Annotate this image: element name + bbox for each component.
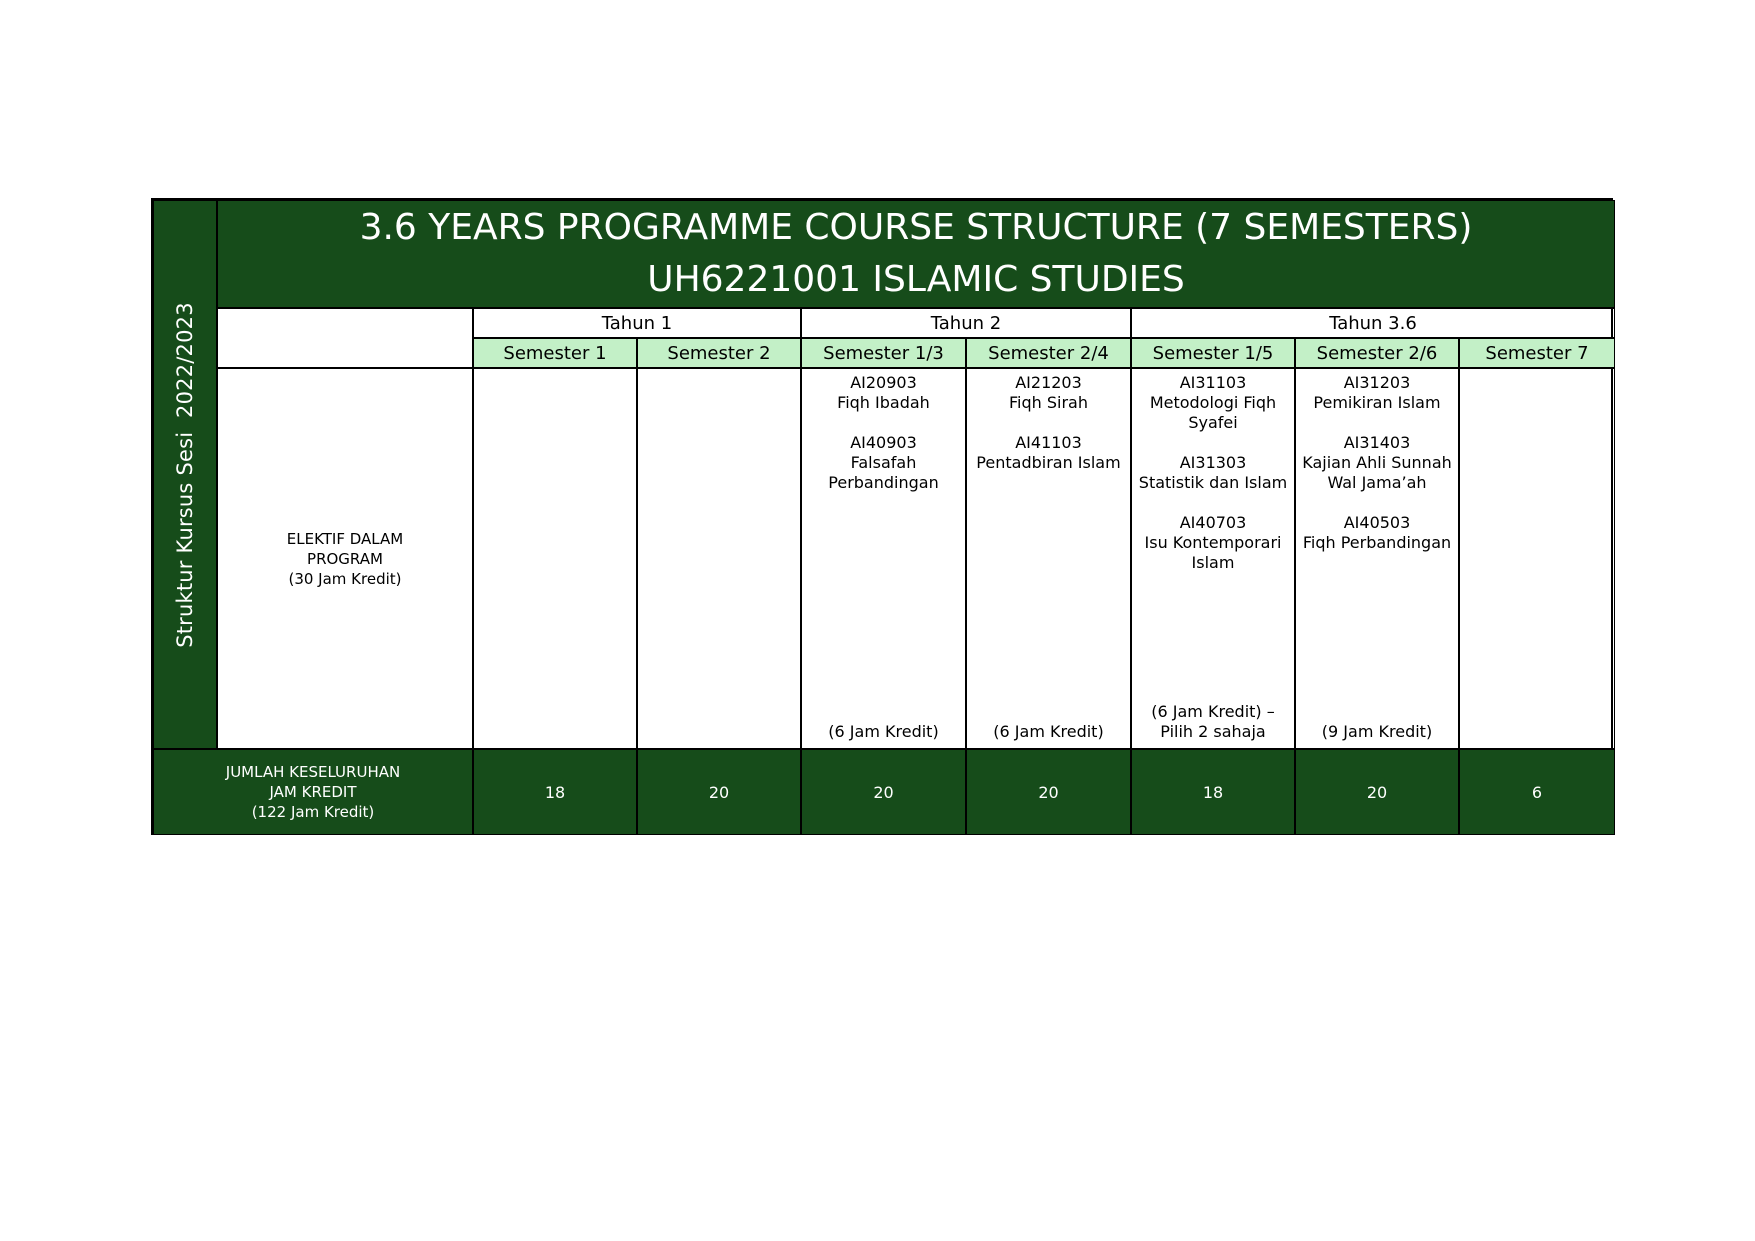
- course-code: AI40903: [850, 433, 917, 452]
- credit-note: (6 Jam Kredit) – Pilih 2 sahaja: [1151, 702, 1275, 741]
- course-list: [976, 373, 1120, 493]
- title-block: [217, 200, 1615, 308]
- course-item: [1150, 373, 1276, 433]
- course-name: Kajian Ahli Sunnah Wal Jama’ah: [1302, 453, 1452, 492]
- credit-note: (6 Jam Kredit): [828, 722, 939, 741]
- semester-header: Semester 7: [1459, 338, 1615, 368]
- elective-column: [966, 368, 1131, 749]
- course-name: Metodologi Fiqh Syafei: [1149, 393, 1277, 432]
- course-code: AI20903: [850, 373, 917, 392]
- course-list: [1139, 373, 1287, 593]
- elective-column: [473, 368, 637, 749]
- course-code: AI41103: [1015, 433, 1082, 452]
- credit-note: (6 Jam Kredit): [993, 722, 1104, 741]
- course-name: Pemikiran Islam: [1313, 393, 1441, 412]
- course-item: [1303, 513, 1451, 553]
- total-label-cell: [153, 749, 473, 835]
- course-item: [1139, 453, 1287, 493]
- side-title-cell: [153, 200, 217, 749]
- elective-column: [637, 368, 801, 749]
- course-name: Fiqh Sirah: [1009, 393, 1088, 412]
- course-structure-table: [151, 198, 1613, 835]
- semester-header: Semester 1/3: [801, 338, 966, 368]
- course-item: [1302, 433, 1452, 493]
- semester-header: Semester 2: [637, 338, 801, 368]
- semester-header: Semester 2/4: [966, 338, 1131, 368]
- year-header-2: Tahun 2: [801, 308, 1131, 338]
- semester-header: Semester 1: [473, 338, 637, 368]
- course-code: AI40703: [1179, 513, 1247, 532]
- total-value: 20: [637, 749, 801, 835]
- course-name: Isu Kontemporari Islam: [1144, 533, 1282, 572]
- year-header-3: Tahun 3.6: [1131, 308, 1615, 338]
- course-list: [828, 373, 938, 513]
- course-name: Pentadbiran Islam: [976, 453, 1121, 472]
- course-item: [828, 433, 938, 493]
- course-item: [1313, 373, 1440, 413]
- elective-column: [801, 368, 966, 749]
- title-line-2: UH6221001 ISLAMIC STUDIES: [647, 259, 1185, 300]
- course-code: AI31203: [1343, 373, 1411, 392]
- course-code: AI40503: [1343, 513, 1411, 532]
- semester-header: Semester 1/5: [1131, 338, 1295, 368]
- course-name: Fiqh Ibadah: [837, 393, 930, 412]
- course-item: [837, 373, 930, 413]
- semester-header: Semester 2/6: [1295, 338, 1459, 368]
- course-code: AI21203: [1015, 373, 1082, 392]
- header-blank-cell: [217, 308, 473, 368]
- course-code: AI31303: [1179, 453, 1247, 472]
- total-value: 18: [473, 749, 637, 835]
- course-name: Fiqh Perbandingan: [1302, 533, 1452, 552]
- course-item: [1009, 373, 1088, 413]
- year-header-1: Tahun 1: [473, 308, 801, 338]
- course-name: Falsafah Perbandingan: [828, 453, 939, 492]
- total-value: 20: [801, 749, 966, 835]
- course-item: [1145, 513, 1282, 573]
- elektif-label: ELEKTIF DALAM PROGRAM (30 Jam Kredit): [286, 529, 404, 588]
- course-item: [976, 433, 1120, 473]
- elective-column: [1131, 368, 1295, 749]
- title-line-1: 3.6 YEARS PROGRAMME COURSE STRUCTURE (7 SEMESTERS): [359, 207, 1473, 248]
- total-label: JUMLAH KESELURUHAN JAM KREDIT (122 Jam Kredit): [225, 763, 401, 821]
- elective-column: [1459, 368, 1615, 749]
- course-name: Statistik dan Islam: [1138, 473, 1288, 492]
- course-list: [1302, 373, 1452, 573]
- total-value: 20: [966, 749, 1131, 835]
- course-code: AI31403: [1343, 433, 1411, 452]
- course-code: AI31103: [1179, 373, 1247, 392]
- total-value: 6: [1459, 749, 1615, 835]
- total-value: 20: [1295, 749, 1459, 835]
- side-title: Struktur Kursus Sesi 2022/2023: [173, 301, 197, 648]
- elective-column: [1295, 368, 1459, 749]
- credit-note: (9 Jam Kredit): [1321, 722, 1433, 741]
- total-value: 18: [1131, 749, 1295, 835]
- elektif-label-cell: [217, 368, 473, 749]
